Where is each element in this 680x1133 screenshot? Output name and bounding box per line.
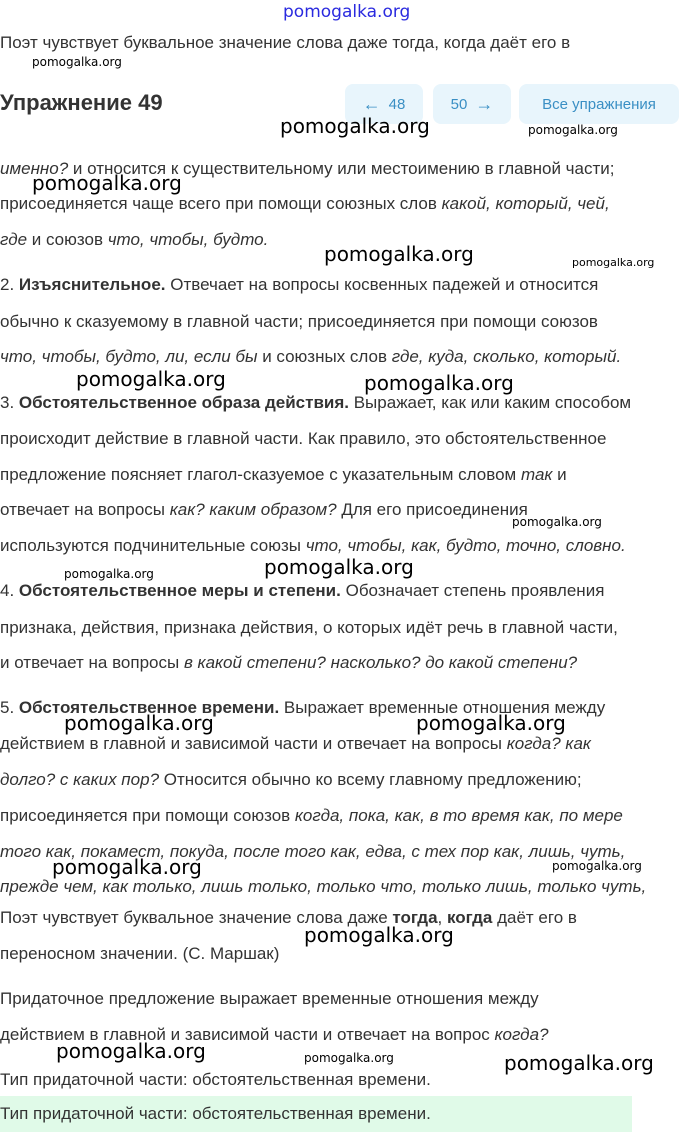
theory-line: долго? с каких пор? Относится обычно ко всему главному предложению; — [0, 770, 582, 789]
next-exercise-label: 50 — [450, 95, 468, 113]
watermark: pomogalka.org — [504, 1051, 654, 1075]
exercise-title: Упражнение 49 — [0, 90, 163, 115]
watermark: pomogalka.org — [76, 367, 226, 391]
watermark: pomogalka.org — [32, 55, 122, 69]
watermark: pomogalka.org — [304, 923, 454, 947]
answer-sentence-line: переносном значении. (С. Маршак) — [0, 944, 280, 963]
theory-line: прежде чем, как только, лишь только, только что, только лишь, только чуть, — [0, 877, 647, 896]
watermark: pomogalka.org — [32, 171, 182, 195]
theory-line: признака, действия, признака действия, о которых идёт речь в главной части, — [0, 618, 618, 637]
theory-line: 3. Обстоятельственное образа действия. Выражает, как или каким способом — [0, 393, 632, 412]
theory-line: именно? и относится к существительному или местоимению в главной части; — [0, 159, 615, 178]
theory-line: предложение поясняет глагол-сказуемое с указательным словом так и — [0, 465, 567, 484]
watermark: pomogalka.org — [52, 855, 202, 879]
all-exercises-button[interactable]: Все упражнения — [519, 84, 679, 124]
watermark: pomogalka.org — [552, 859, 642, 873]
site-watermark-top: pomogalka.org — [283, 2, 411, 22]
theory-line: действием в главной и зависимой части и отвечает на вопросы когда? как — [0, 734, 591, 753]
explanation-line: действием в главной и зависимой части и отвечает на вопрос когда? — [0, 1025, 549, 1044]
watermark: pomogalka.org — [304, 1051, 394, 1065]
theory-line: обычно к сказуемому в главной части; присоединяется при помощи союзов — [0, 312, 598, 331]
arrow-left-icon: ← — [362, 93, 381, 114]
watermark: pomogalka.org — [572, 256, 655, 269]
clause-type-line: Тип придаточной части: обстоятельственная времени. — [0, 1070, 431, 1089]
clause-type-highlight: Тип придаточной части: обстоятельственная времени. — [0, 1104, 431, 1123]
watermark: pomogalka.org — [56, 1039, 206, 1063]
watermark: pomogalka.org — [512, 515, 602, 529]
watermark: pomogalka.org — [324, 242, 474, 266]
watermark: pomogalka.org — [416, 711, 566, 735]
watermark: pomogalka.org — [64, 711, 214, 735]
watermark: pomogalka.org — [64, 567, 154, 581]
theory-line: того как, покамест, покуда, после того как, едва, с тех пор как, лишь, чуть, — [0, 842, 626, 861]
prev-exercise-label: 48 — [388, 95, 406, 113]
watermark: pomogalka.org — [280, 114, 430, 138]
next-exercise-button[interactable] — [433, 84, 511, 124]
watermark: pomogalka.org — [364, 371, 514, 395]
theory-line: происходит действие в главной части. Как правило, это обстоятельственное — [0, 429, 607, 448]
theory-line: что, чтобы, будто, ли, если бы и союзных слов где, куда, сколько, который. — [0, 347, 622, 366]
theory-line: где и союзов что, чтобы, будто. — [0, 230, 269, 249]
theory-line: присоединяется чаще всего при помощи союзных слов какой, который, чей, — [0, 194, 610, 213]
theory-line: используются подчинительные союзы что, чтобы, как, будто, точно, словно. — [0, 536, 626, 555]
theory-line: и отвечает на вопросы в какой степени? насколько? до какой степени? — [0, 653, 578, 672]
intro-sentence: Поэт чувствует буквальное значение слова даже тогда, когда даёт его в — [0, 33, 571, 52]
watermark: pomogalka.org — [264, 555, 414, 579]
theory-line: 2. Изъяснительное. Отвечает на вопросы косвенных падежей и относится — [0, 275, 599, 294]
watermark: pomogalka.org — [528, 123, 618, 137]
theory-line: отвечает на вопросы как? каким образом? Для его присоединения — [0, 500, 528, 519]
theory-line: присоединяется при помощи союзов когда, пока, как, в то время как, по мере — [0, 806, 623, 825]
theory-line: 4. Обстоятельственное меры и степени. Обозначает степень проявления — [0, 581, 605, 600]
answer-sentence-line: Поэт чувствует буквальное значение слова даже тогда, когда даёт его в — [0, 908, 577, 927]
theory-line: 5. Обстоятельственное времени. Выражает временные отношения между — [0, 698, 606, 717]
explanation-line: Придаточное предложение выражает временные отношения между — [0, 989, 539, 1008]
arrow-right-icon: → — [475, 93, 494, 114]
